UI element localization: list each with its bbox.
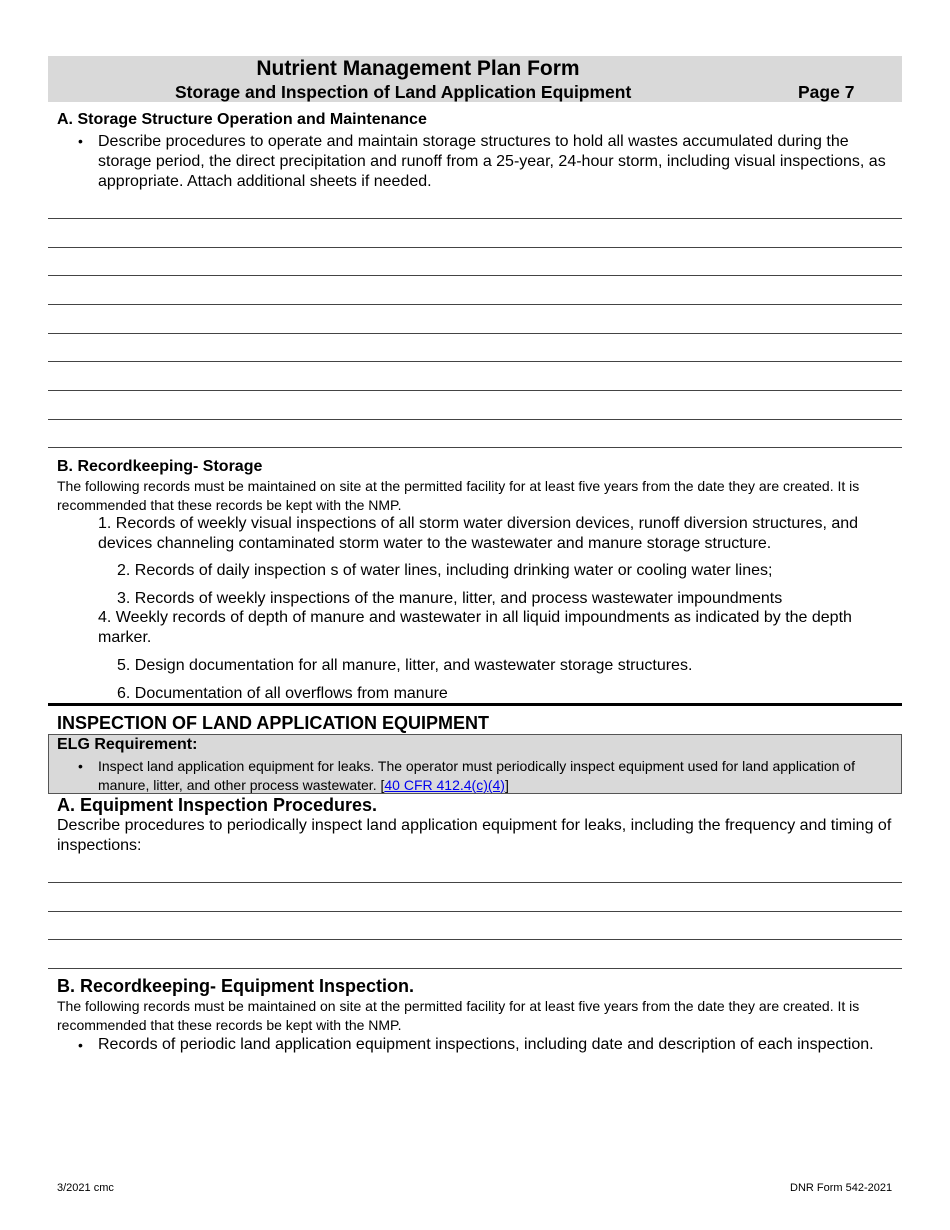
section-a-bullet: Describe procedures to operate and maintain storage structures to hold all wastes accumulated during the storage period, the direct precipitation and runoff from a 25-year, 24-hour storm, including visual inspections, as appropriate. Attach additional sheets if needed. [98,133,886,190]
record-item-4: 4. Weekly records of depth of manure and wastewater in all liquid impoundments as indicated by the depth marker. [98,609,852,646]
elg-text-body: Inspect land application equipment for leaks. The operator must periodically inspect equipment used for land application of manure, litter, and other process wastewater. [ [98,758,855,793]
footer-date: 3/2021 cmc [57,1182,114,1194]
inspection-heading: INSPECTION OF LAND APPLICATION EQUIPMENT [57,713,490,733]
write-line-a4[interactable] [48,304,902,305]
section-b-intro: The following records must be maintained on site at the permitted facility for at least five years from the date they are created. It is recommended that these records be kept with the NMP. [57,478,860,513]
section-divider [48,703,902,706]
write-line-e3[interactable] [48,939,902,940]
write-line-a2[interactable] [48,247,902,248]
write-line-e4[interactable] [48,968,902,969]
bullet-icon: • [78,133,83,149]
record-item-1: 1. Records of weekly visual inspections of all storm water diversion devices, runoff diversion structures, and devices channeling contaminated storm water to the wastewater and manure storage structure. [98,515,859,552]
record-item-6: 6. Documentation of all overflows from manure [117,685,448,702]
write-line-a3[interactable] [48,275,902,276]
write-line-a5[interactable] [48,333,902,334]
form-subtitle: Storage and Inspection of Land Application Equipment [175,82,632,102]
equipment-a-heading: A. Equipment Inspection Procedures. [57,795,378,815]
page-number: Page 7 [798,82,855,102]
elg-text-close: ] [504,777,509,793]
write-line-e2[interactable] [48,911,902,912]
write-line-a6[interactable] [48,361,902,362]
section-a-heading: A. Storage Structure Operation and Maintenance [57,111,427,128]
write-line-a9[interactable] [48,447,902,448]
equipment-b-intro: The following records must be maintained on site at the permitted facility for at least five years from the date they are created. It is recommended that these records be kept with the NMP. [57,998,860,1033]
section-b-heading: B. Recordkeeping- Storage [57,458,263,475]
equipment-b-bullet: Records of periodic land application equipment inspections, including date and description of each inspection. [98,1036,874,1053]
equipment-b-heading: B. Recordkeeping- Equipment Inspection. [57,976,415,996]
write-line-a1[interactable] [48,218,902,219]
record-item-2: 2. Records of daily inspection s of water lines, including drinking water or cooling water lines; [117,562,773,579]
bullet-icon: • [78,1037,83,1053]
elg-label: ELG Requirement: [57,736,198,753]
write-line-a8[interactable] [48,419,902,420]
write-line-e1[interactable] [48,882,902,883]
footer-form-number: DNR Form 542-2021 [790,1182,893,1194]
bullet-icon: • [78,758,83,774]
record-item-3: 3. Records of weekly inspections of the manure, litter, and process wastewater impoundments [117,590,783,607]
record-item-5: 5. Design documentation for all manure, litter, and wastewater storage structures. [117,657,693,674]
elg-text [98,757,888,795]
equipment-a-text: Describe procedures to periodically inspect land application equipment for leaks, including the frequency and timing of inspections: [57,817,892,854]
write-line-a7[interactable] [48,390,902,391]
cfr-citation-link[interactable]: 40 CFR 412.4(c)(4) [384,777,505,793]
form-title: Nutrient Management Plan Form [256,57,580,80]
